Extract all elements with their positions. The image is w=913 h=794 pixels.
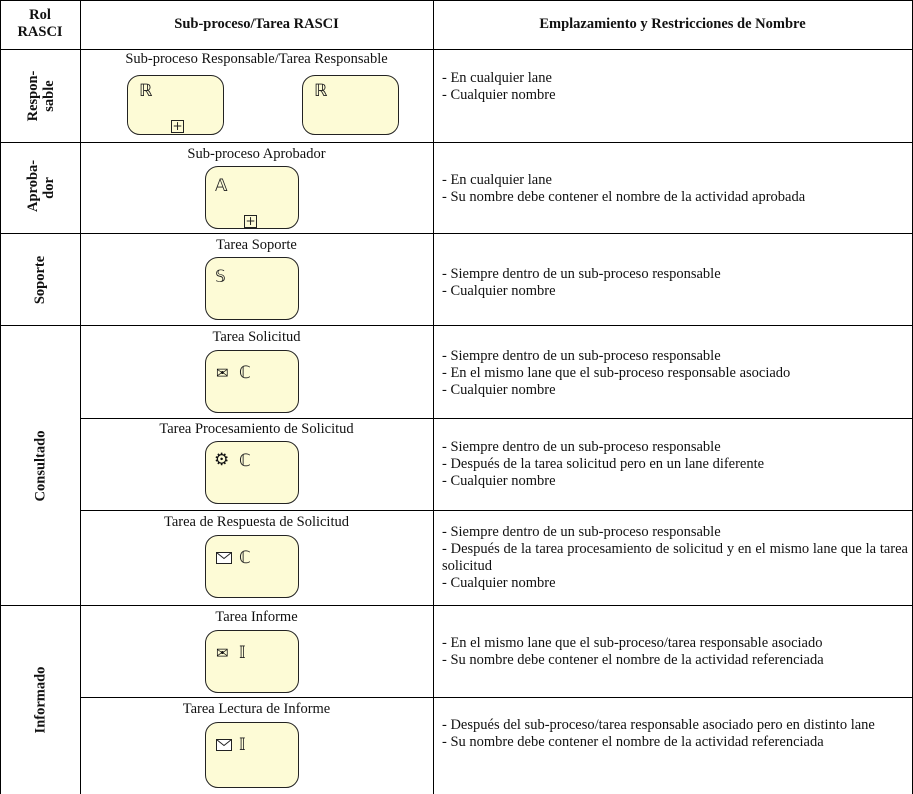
task-shape-subprocess-aprobador: [205, 166, 299, 229]
column-divider-2: [433, 0, 434, 794]
role-informado: Informado: [32, 666, 49, 734]
filled-envelope-icon: ✉: [216, 364, 229, 382]
i-icon: 𝕀: [239, 735, 246, 755]
filled-envelope-icon: ✉: [216, 644, 229, 662]
header-divider: [0, 49, 913, 50]
envelope-outline-icon: [216, 739, 232, 755]
task-shape-informe: [205, 630, 299, 693]
placement-aprobador: - En cualquier lane - Su nombre debe contener el nombre de la actividad aprobada: [442, 172, 806, 205]
task-shape-responsable: [302, 75, 399, 135]
placement-soporte: - Siempre dentro de un sub-proceso responsable - Cualquier nombre: [442, 266, 721, 299]
c-icon: ℂ: [239, 363, 251, 383]
envelope-outline-icon: [216, 739, 232, 751]
task-label-soporte: Tarea Soporte: [216, 237, 297, 253]
task-label-informe: Tarea Informe: [215, 609, 298, 625]
collapsed-subprocess-icon: +: [245, 214, 256, 228]
subrow-divider: [80, 697, 913, 698]
placement-procesamiento: - Siempre dentro de un sub-proceso responsable - Después de la tarea solicitud pero en un lane diferente - Cualquier nombre: [442, 439, 765, 489]
placement-respuesta: - Siempre dentro de un sub-proceso responsable - Después de la tarea procesamiento de solicitud y en el mismo lane que la tarea solicitud - Cualquier nombre: [442, 524, 908, 591]
row-divider: [0, 142, 913, 143]
c-icon: ℂ: [239, 451, 251, 471]
role-responsable: Respon-sable: [24, 70, 57, 122]
role-consultado: Consultado: [32, 430, 49, 501]
r-icon: ℝ: [139, 81, 153, 101]
a-icon: 𝔸: [215, 176, 228, 196]
row-divider: [0, 605, 913, 606]
placement-lectura: - Después del sub-proceso/tarea responsable asociado pero en distinto lane - Su nombre debe contener el nombre de la actividad referenciada: [442, 717, 875, 750]
header-task: Sub-proceso/Tarea RASCI: [174, 16, 339, 32]
header-placement: Emplazamiento y Restricciones de Nombre: [539, 16, 806, 32]
task-shape-procesamiento: [205, 441, 299, 504]
row-divider: [0, 233, 913, 234]
envelope-outline-icon: [216, 552, 232, 568]
gear-icon: ⚙: [214, 450, 230, 470]
r-icon: ℝ: [314, 81, 328, 101]
task-label-procesamiento: Tarea Procesamiento de Solicitud: [159, 421, 354, 437]
placement-responsable: - En cualquier lane - Cualquier nombre: [442, 70, 556, 103]
placement-solicitud: - Siempre dentro de un sub-proceso responsable - En el mismo lane que el sub-proceso responsable asociado - Cualquier nombre: [442, 348, 791, 398]
task-shape-subprocess-responsable: [127, 75, 224, 135]
task-label-aprobador: Sub-proceso Aprobador: [187, 146, 326, 162]
task-shape-respuesta: [205, 535, 299, 598]
header-role: Rol RASCI: [17, 7, 63, 40]
table-border-top: [0, 0, 913, 1]
task-label-respuesta: Tarea de Respuesta de Solicitud: [163, 514, 349, 530]
subrow-divider: [80, 510, 913, 511]
role-aprobador: Aproba-dor: [24, 159, 57, 212]
task-label-solicitud: Tarea Solicitud: [212, 329, 301, 345]
task-label-lectura: Tarea Lectura de Informe: [182, 701, 331, 717]
task-shape-solicitud: [205, 350, 299, 413]
column-divider-1: [80, 0, 81, 794]
task-shape-soporte: [205, 257, 299, 320]
collapsed-subprocess-icon: +: [172, 119, 183, 133]
subrow-divider: [80, 418, 913, 419]
row-divider: [0, 325, 913, 326]
role-soporte: Soporte: [32, 255, 49, 304]
i-icon: 𝕀: [239, 643, 246, 663]
envelope-outline-icon: [216, 552, 232, 564]
placement-informe: - En el mismo lane que el sub-proceso/tarea responsable asociado - Su nombre debe contener el nombre de la actividad referenciada: [442, 635, 824, 668]
c-icon: ℂ: [239, 548, 251, 568]
s-icon: 𝕊: [215, 267, 226, 287]
task-label-responsable: Sub-proceso Responsable/Tarea Responsable: [125, 51, 388, 67]
task-shape-lectura: [205, 722, 299, 788]
